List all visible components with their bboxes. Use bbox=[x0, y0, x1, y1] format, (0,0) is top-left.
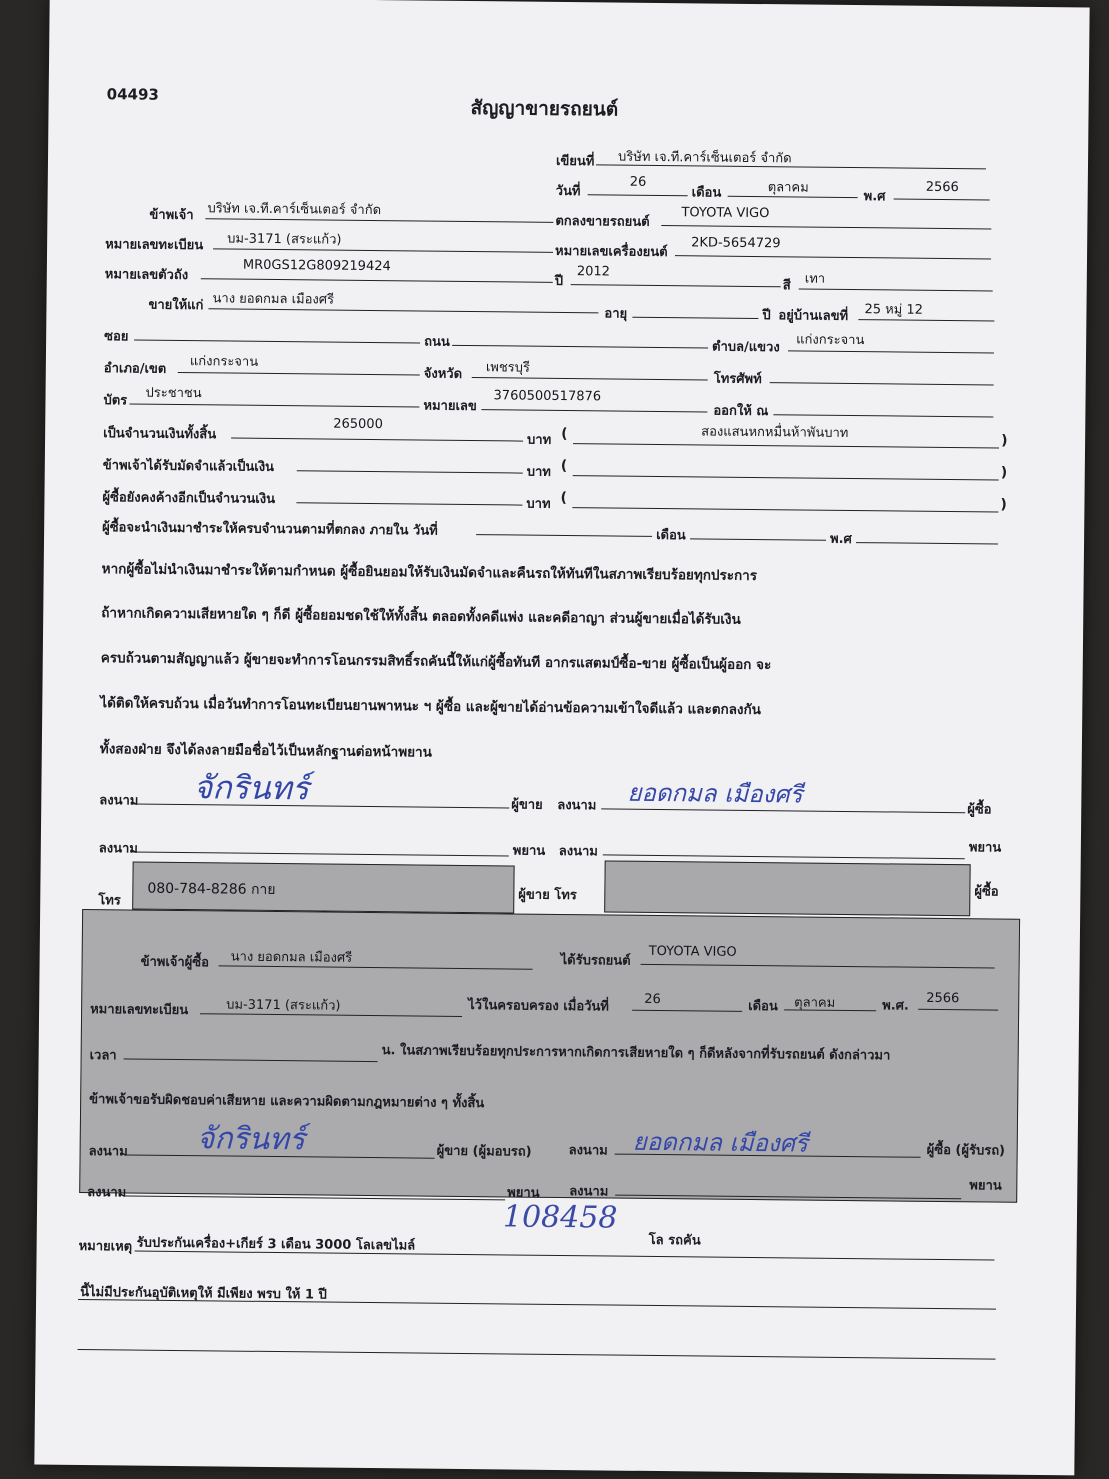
car-model-line bbox=[661, 225, 991, 229]
mileage-value: 108458 bbox=[502, 1199, 618, 1236]
written-at-label: เขียนที่ bbox=[555, 153, 595, 170]
card-label: บัตร bbox=[103, 393, 128, 409]
receipt-plate-label: หมายเลขทะเบียน bbox=[90, 1002, 189, 1019]
owed-open-paren: ( bbox=[560, 489, 567, 507]
seller-phone-label: ผู้ขาย โทร bbox=[518, 887, 577, 904]
receipt-witness1-label: พยาน bbox=[507, 1185, 540, 1201]
plate-value: บม-3171 (สระแก้ว) bbox=[227, 231, 342, 248]
subdistrict-value: แก่งกระจาน bbox=[796, 332, 865, 349]
receipt-seller-sign-label: ลงนาม bbox=[88, 1144, 128, 1160]
month-label: เดือน bbox=[691, 185, 722, 201]
date-day: 26 bbox=[629, 174, 647, 190]
witness1-label: พยาน bbox=[512, 843, 546, 859]
buyer-signature: ยอดกมล เมืองศรี bbox=[627, 778, 803, 809]
receipt-car-model: TOYOTA VIGO bbox=[648, 943, 737, 960]
owed-line bbox=[296, 502, 522, 505]
witness1-sign-label: ลงนาม bbox=[98, 841, 138, 857]
owed-label: ผู้ซื้อยังคงค้างอีกเป็นจำนวนเงิน bbox=[102, 490, 276, 507]
remarks-line1-text: รับประกันเครื่อง+เกียร์ 3 เดือน 3000 โลเลขไมล์ bbox=[136, 1235, 416, 1254]
card-line bbox=[129, 403, 419, 407]
due-month-line bbox=[690, 538, 826, 540]
province-value: เพชรบุรี bbox=[485, 360, 530, 376]
phone-label: โทรศัพท์ bbox=[713, 371, 762, 388]
terms-line-1: หากผู้ซื้อไม่นำเงินมาชำระให้ตามกำหนด ผู้ซื้อยินยอมให้รับเงินมัดจำและคืนรถให้ทันทีในสภาพเรียบร้อยทุกประการ bbox=[101, 561, 758, 585]
receipt-section bbox=[79, 909, 1020, 1203]
buyer-receive-label: ผู้ซื้อ (ผู้รับรถ) bbox=[926, 1142, 1006, 1159]
engine-label: หมายเลขเครื่องยนต์ bbox=[554, 243, 668, 261]
seller-deliver-label: ผู้ขาย (ผู้มอบรถ) bbox=[436, 1143, 532, 1160]
color-label: สี bbox=[782, 278, 791, 294]
soi-line bbox=[134, 339, 420, 343]
chassis-line bbox=[201, 278, 553, 283]
receipt-buyer-sign-label: ลงนาม bbox=[568, 1143, 608, 1159]
witness2-label: พยาน bbox=[968, 840, 1002, 856]
responsibility-text: ข้าพเจ้าขอรับผิดชอบค่าเสียหาย และความผิดตามกฎหมายต่าง ๆ ทั้งสิ้น bbox=[89, 1092, 485, 1112]
buyer-role-label: ผู้ซื้อ bbox=[967, 802, 992, 818]
total-baht-label: บาท bbox=[527, 432, 552, 448]
district-line bbox=[178, 372, 420, 376]
due-year-line bbox=[856, 542, 998, 544]
total-close-paren: ) bbox=[1001, 432, 1008, 449]
due-day-line bbox=[476, 534, 652, 537]
car-model: TOYOTA VIGO bbox=[681, 205, 770, 222]
district-value: แก่งกระจาน bbox=[189, 354, 259, 370]
plate-line bbox=[213, 248, 553, 253]
seller-signature: จักรินทร์ bbox=[193, 768, 310, 808]
written-at-value: บริษัท เจ.ที.คาร์เซ็นเตอร์ จำกัด bbox=[617, 149, 792, 167]
time-line bbox=[124, 1058, 378, 1062]
id-label: หมายเลข bbox=[423, 398, 477, 415]
receipt-year-label: พ.ศ. bbox=[882, 998, 909, 1014]
due-month-label: เดือน bbox=[656, 527, 686, 544]
receipt-month-label: เดือน bbox=[748, 998, 778, 1015]
year-value: 2566 bbox=[925, 179, 959, 196]
total-line bbox=[231, 438, 523, 442]
time-label: เวลา bbox=[89, 1048, 117, 1064]
received-line bbox=[641, 964, 995, 969]
deposit-words-line bbox=[573, 475, 999, 480]
buyer-name-line bbox=[208, 308, 598, 313]
date-label: วันที่ bbox=[555, 183, 581, 200]
province-line bbox=[472, 377, 708, 380]
remarks-line1-suffix: โล รถคัน bbox=[648, 1232, 701, 1249]
color-line bbox=[799, 288, 993, 291]
car-year-value: 2012 bbox=[576, 264, 611, 280]
soi-label: ซอย bbox=[104, 329, 129, 345]
receipt-witness1-sign-label: ลงนาม bbox=[87, 1185, 127, 1201]
total-open-paren: ( bbox=[561, 425, 568, 443]
address-value: 25 หมู่ 12 bbox=[864, 302, 924, 318]
witness1-line bbox=[133, 852, 509, 857]
car-year-line bbox=[571, 284, 781, 287]
district-label: อำเภอ/เขต bbox=[103, 361, 167, 377]
deposit-open-paren: ( bbox=[560, 457, 568, 475]
total-amount: 265000 bbox=[333, 416, 383, 433]
road-line bbox=[452, 345, 708, 349]
receipt-seller-signature: จักรินทร์ bbox=[196, 1121, 306, 1158]
year-label: พ.ศ bbox=[863, 189, 886, 205]
phone-row-label: โทร bbox=[98, 893, 121, 909]
received-label: ได้รับรถยนต์ bbox=[560, 952, 631, 969]
age-unit-label: ปี bbox=[762, 308, 771, 324]
phone-line bbox=[770, 382, 994, 385]
receipt-year: 2566 bbox=[926, 990, 960, 1007]
owed-close-paren: ) bbox=[1000, 496, 1007, 513]
engine-line bbox=[675, 255, 991, 259]
owed-words-line bbox=[572, 507, 998, 512]
seller-phone-box bbox=[132, 862, 514, 914]
time-text: น. ในสภาพเรียบร้อยทุกประการหากเกิดการเสียหายใด ๆ ก็ดีหลังจากที่รับรถยนต์ ดังกล่าวมา bbox=[381, 1043, 891, 1064]
receipt-witness2-sign-label: ลงนาม bbox=[569, 1184, 609, 1200]
road-label: ถนน bbox=[424, 334, 450, 350]
witness2-line bbox=[603, 854, 965, 859]
subdistrict-label: ตำบล/แขวง bbox=[712, 339, 780, 356]
receipt-buyer-name: นาง ยอดกมล เมืองศรี bbox=[230, 949, 353, 966]
address-label: อยู่บ้านเลขที่ bbox=[778, 308, 849, 324]
chassis-value: MR0GS12G809219424 bbox=[242, 257, 391, 275]
agree-label: ตกลงขายรถยนต์ bbox=[555, 213, 650, 230]
terms-line-3: ครบถ้วนตามสัญญาแล้ว ผู้ขายจะทำการโอนกรรมสิทธิ์รถคันนี้ให้แก่ผู้ซื้อทันที อากรแสตมป์ซื้อ-ขาย ผู้ซื้อเป็นผู้ออก จะ bbox=[100, 650, 772, 674]
receipt-month: ตุลาคม bbox=[794, 995, 836, 1011]
total-words-line bbox=[573, 443, 999, 448]
seller-phone-value: 080-784-8286 กาย bbox=[147, 880, 276, 899]
remarks-label: หมายเหตุ bbox=[78, 1238, 133, 1255]
due-text: ผู้ซื้อจะนำเงินมาชำระให้ครบจำนวนตามที่ตกลง ภายใน วันที่ bbox=[102, 520, 438, 539]
age-label: อายุ bbox=[604, 306, 628, 322]
receipt-year-line bbox=[918, 1009, 998, 1011]
engine-value: 2KD-5654729 bbox=[691, 235, 781, 252]
receipt-buyer-signature: ยอดกมล เมืองศรี bbox=[632, 1127, 808, 1158]
owed-baht-label: บาท bbox=[526, 496, 551, 512]
month-value: ตุลาคม bbox=[767, 180, 809, 196]
province-label: จังหวัด bbox=[423, 366, 463, 382]
deposit-close-paren: ) bbox=[1000, 464, 1008, 481]
document-number: 04493 bbox=[106, 85, 159, 104]
i-label: ข้าพเจ้า bbox=[149, 207, 194, 224]
terms-line-4: ได้ติดให้ครบถ้วน เมื่อวันทำการโอนทะเบียนยานพาหนะ ฯ ผู้ซื้อ และผู้ขายได้อ่านข้อความเข้าใจดีแล้ว และตกลงกัน bbox=[100, 695, 762, 719]
deposit-baht-label: บาท bbox=[526, 464, 551, 480]
possess-day-line bbox=[632, 1010, 742, 1012]
seller-role-label: ผู้ขาย bbox=[511, 797, 543, 813]
buyer-sign-label: ลงนาม bbox=[557, 797, 597, 814]
possess-label: ไว้ในครอบครอง เมื่อวันที่ bbox=[468, 998, 609, 1015]
due-year-label: พ.ศ bbox=[829, 531, 852, 548]
id-value: 3760500517876 bbox=[493, 388, 602, 405]
chassis-label: หมายเลขตัวถัง bbox=[104, 267, 189, 284]
buyer-name: นาง ยอดกมล เมืองศรี bbox=[212, 291, 335, 308]
receipt-day: 26 bbox=[644, 991, 661, 1008]
buyer-phone-box bbox=[604, 860, 971, 916]
car-year-label: ปี bbox=[554, 273, 564, 289]
terms-line-2: ถ้าหากเกิดความเสียหายใด ๆ ก็ดี ผู้ซื้อยอมชดใช้ให้ทั้งสิ้น ตลอดทั้งคดีแพ่ง และคดีอาญา ส่วนผู้ขายเมื่อได้รับเงิน bbox=[101, 605, 741, 628]
seller-name: บริษัท เจ.ที.คาร์เซ็นเตอร์ จำกัด bbox=[207, 201, 382, 219]
total-words: สองแสนหกหมื่นห้าพันบาท bbox=[701, 424, 849, 441]
id-line bbox=[481, 409, 707, 412]
subdistrict-line bbox=[788, 350, 994, 353]
sell-to-label: ขายให้แก่ bbox=[148, 297, 204, 314]
deposit-label: ข้าพเจ้าได้รับมัดจำแล้วเป็นเงิน bbox=[102, 458, 275, 475]
total-label: เป็นจำนวนเงินทั้งสิ้น bbox=[103, 426, 217, 443]
remarks-line2-text: นี้ไม่มีประกันอุบัติเหตุให้ มีเพียง พรบ ให้ 1 ปี bbox=[80, 1284, 327, 1303]
seller-sign-line bbox=[133, 804, 509, 809]
address-line bbox=[858, 319, 994, 321]
receipt-witness2-label: พยาน bbox=[969, 1178, 1002, 1194]
issued-line bbox=[773, 414, 993, 417]
witness2-sign-label: ลงนาม bbox=[558, 843, 598, 860]
remarks-line-3 bbox=[78, 1349, 996, 1360]
card-value: ประชาชน bbox=[145, 385, 202, 402]
plate-label: หมายเลขทะเบียน bbox=[105, 237, 204, 254]
seller-sign-label: ลงนาม bbox=[99, 793, 139, 809]
date-line bbox=[588, 194, 688, 196]
issued-label: ออกให้ ณ bbox=[713, 403, 769, 420]
terms-line-5: ทั้งสองฝ่าย จึงได้ลงลายมือชื่อไว้เป็นหลักฐานต่อหน้าพยาน bbox=[99, 741, 432, 761]
receipt-buyer-label: ข้าพเจ้าผู้ซื้อ bbox=[140, 954, 210, 971]
year-line bbox=[894, 198, 990, 200]
age-line bbox=[632, 317, 758, 319]
contract-paper bbox=[34, 0, 1089, 1475]
deposit-line bbox=[297, 470, 523, 473]
color-value: เทา bbox=[804, 271, 826, 287]
receipt-plate-value: บม-3171 (สระแก้ว) bbox=[226, 997, 341, 1014]
buyer-phone-label: ผู้ซื้อ bbox=[974, 884, 999, 900]
document-title: สัญญาขายรถยนต์ bbox=[470, 97, 619, 121]
